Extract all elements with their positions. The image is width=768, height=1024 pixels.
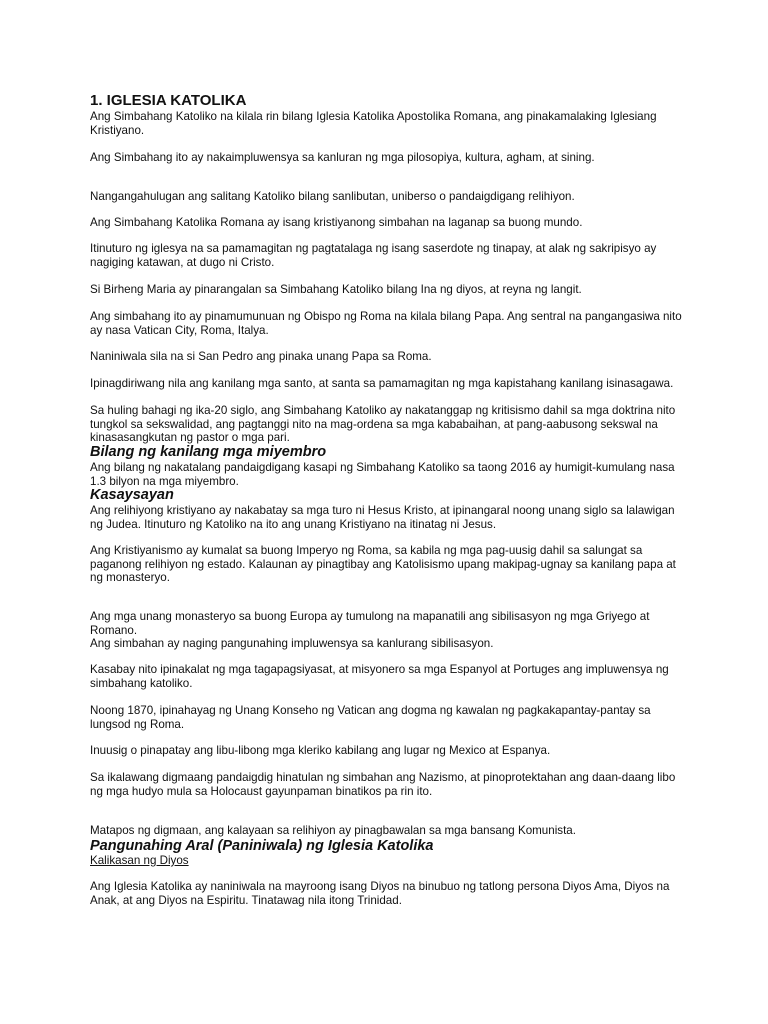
paragraph: Kasabay nito ipinakalat ng mga tagapagsiyasat, at misyonero sa mga Espanyol at Portuges ang impluwensya ng simbahang katoliko. [90,663,669,690]
paragraph: Inuusig o pinapatay ang libu-libong mga kleriko kabilang ang lugar ng Mexico at Espanya. [90,744,551,757]
paragraph: Nangangahulugan ang salitang Katoliko bilang sanlibutan, uniberso o pandaigdigang relihiyon. [90,190,575,203]
subheading-nature-of-god: Kalikasan ng Diyos [90,854,189,867]
section-heading-beliefs: Pangunahing Aral (Paniniwala) ng Iglesia Katolika [90,838,434,854]
paragraph: Ipinagdiriwang nila ang kanilang mga santo, at santa sa pamamagitan ng mga kapistahang kanilang isinasagawa. [90,377,674,390]
paragraph: Itinuturo ng iglesya na sa pamamagitan ng pagtatalaga ng isang saserdote ng tinapay, at alak ng sakripisyo ay nagiging katawan, at dugo ni Cristo. [90,242,657,269]
paragraph: Sa ikalawang digmaang pandaigdig hinatulan ng simbahan ang Nazismo, at pinoprotektahan ang daan-daang libo ng mga hudyo mula sa Holocaust gayunpaman binatikos pa rin ito. [90,771,676,798]
paragraph: Ang Iglesia Katolika ay naniniwala na mayroong isang Diyos na binubuo ng tatlong persona Diyos Ama, Diyos na Anak, at ang Diyos na Espiritu. Tinatawag nila itong Trinidad. [90,880,670,907]
document-title: 1. IGLESIA KATOLIKA [90,92,247,109]
paragraph: Ang relihiyong kristiyano ay nakabatay sa mga turo ni Hesus Kristo, at ipinangaral noong unang siglo sa lalawigan ng Judea. Itinuturo ng Katoliko na ito ang unang Kristiyano na itinatag ni Jesus. [90,504,675,531]
paragraph: Naniniwala sila na si San Pedro ang pinaka unang Papa sa Roma. [90,350,432,363]
section-heading-history: Kasaysayan [90,487,174,503]
paragraph: Ang Simbahang Katoliko na kilala rin bilang Iglesia Katolika Apostolika Romana, ang pinakamalaking Iglesiang Kristiyano. [90,110,657,137]
paragraph: Ang mga unang monasteryo sa buong Europa ay tumulong na mapanatili ang sibilisasyon ng mga Griyego at Romano. [90,610,650,637]
paragraph: Matapos ng digmaan, ang kalayaan sa relihiyon ay pinagbawalan sa mga bansang Komunista. [90,824,576,837]
paragraph: Si Birheng Maria ay pinarangalan sa Simbahang Katoliko bilang Ina ng diyos, at reyna ng langit. [90,283,582,296]
paragraph: Sa huling bahagi ng ika-20 siglo, ang Simbahang Katoliko ay nakatanggap ng kritisismo dahil sa mga doktrina nito tungkol sa sekswalidad, ang pagtanggi nito na mag-ordena sa mga kababaihan, at pang-aabusong sekswal na kinasasangkutan ng pastor o mga pari. [90,404,676,444]
paragraph: Ang Simbahang Katolika Romana ay isang kristiyanong simbahan na laganap sa buong mundo. [90,216,583,229]
paragraph: Ang bilang ng nakatalang pandaigdigang kasapi ng Simbahang Katoliko sa taong 2016 ay humigit-kumulang nasa 1.3 bilyon na mga miyembro. [90,461,675,488]
section-heading-members: Bilang ng kanilang mga miyembro [90,444,327,460]
paragraph: Ang Kristiyanismo ay kumalat sa buong Imperyo ng Roma, sa kabila ng mga pag-uusig dahil sa salungat sa paganong relihiyon ng estado. Kalaunan ay pinagtibay ang Katolisismo upang makipag-ugnay sa kanilang papa at ng monasteryo. [90,544,676,584]
paragraph: Noong 1870, ipinahayag ng Unang Konseho ng Vatican ang dogma ng kawalan ng pagkakapantay-pantay sa lungsod ng Roma. [90,704,651,731]
paragraph: Ang Simbahang ito ay nakaimpluwensya sa kanluran ng mga pilosopiya, kultura, agham, at sining. [90,151,595,164]
paragraph: Ang simbahan ay naging pangunahing impluwensya sa kanlurang sibilisasyon. [90,637,494,650]
paragraph: Ang simbahang ito ay pinamumunuan ng Obispo ng Roma na kilala bilang Papa. Ang sentral na pangangasiwa nito ay nasa Vatican City, Roma, Italya. [90,310,682,337]
